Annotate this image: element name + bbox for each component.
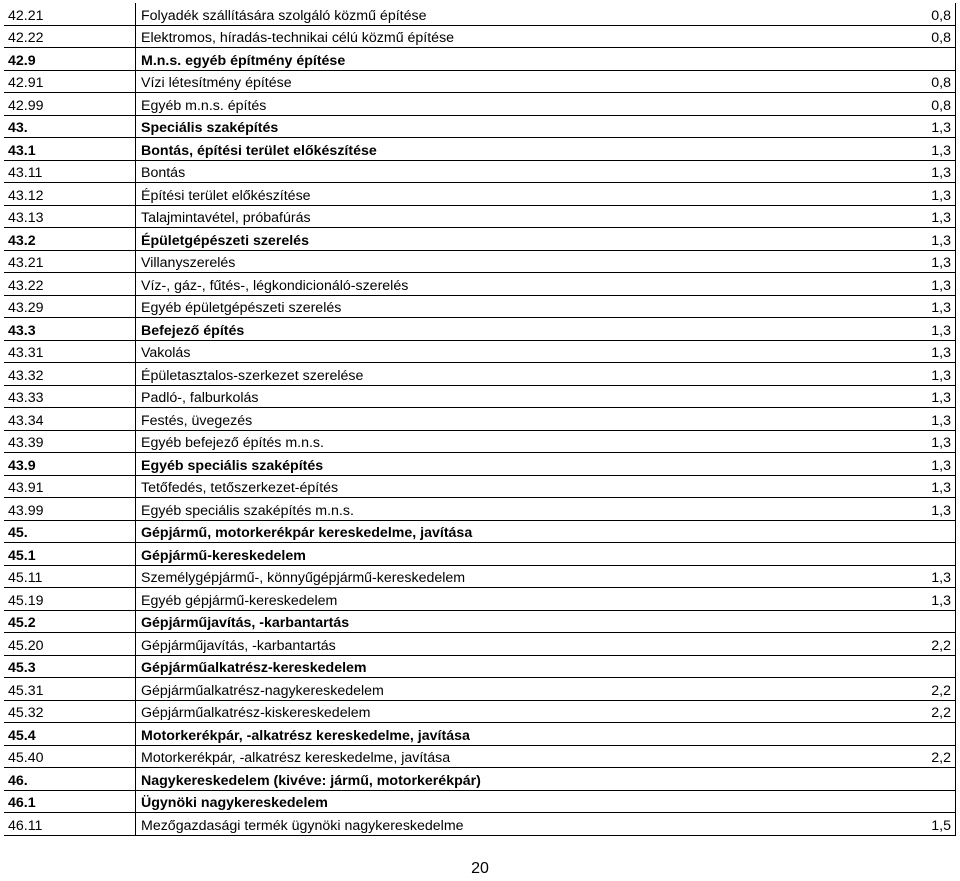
row-code: 43.32 <box>4 363 136 386</box>
row-code: 43.99 <box>4 498 136 521</box>
row-value: 0,8 <box>891 25 956 48</box>
row-value <box>891 543 956 566</box>
row-name: M.n.s. egyéb építmény építése <box>136 48 892 71</box>
table-row <box>4 700 956 723</box>
table-row <box>4 48 956 71</box>
table-row <box>4 273 956 296</box>
table-row <box>4 610 956 633</box>
table-row <box>4 205 956 228</box>
row-value: 1,5 <box>891 813 956 836</box>
row-code: 45.2 <box>4 610 136 633</box>
table-row <box>4 3 956 25</box>
row-value: 2,2 <box>891 678 956 701</box>
row-name: Egyéb speciális szaképítés <box>136 453 892 476</box>
table-row <box>4 70 956 93</box>
row-code: 43.9 <box>4 453 136 476</box>
row-code: 45.4 <box>4 723 136 746</box>
row-name: Vakolás <box>136 340 892 363</box>
row-value: 1,3 <box>891 183 956 206</box>
row-name: Talajmintavétel, próbafúrás <box>136 205 892 228</box>
row-value: 0,8 <box>891 3 956 25</box>
row-name: Bontás <box>136 160 892 183</box>
row-code: 45.1 <box>4 543 136 566</box>
row-value: 1,3 <box>891 318 956 341</box>
row-value: 1,3 <box>891 160 956 183</box>
table-row <box>4 250 956 273</box>
row-value: 1,3 <box>891 250 956 273</box>
row-code: 45.32 <box>4 700 136 723</box>
row-value: 2,2 <box>891 745 956 768</box>
row-name: Gépjárműalkatrész-nagykereskedelem <box>136 678 892 701</box>
row-value <box>891 48 956 71</box>
table-row <box>4 768 956 791</box>
row-name: Egyéb gépjármű-kereskedelem <box>136 588 892 611</box>
table-row <box>4 790 956 813</box>
row-name: Épületasztalos-szerkezet szerelése <box>136 363 892 386</box>
table-row <box>4 655 956 678</box>
table-row <box>4 183 956 206</box>
table-row <box>4 295 956 318</box>
row-code: 43.34 <box>4 408 136 431</box>
table-row <box>4 453 956 476</box>
row-code: 42.99 <box>4 93 136 116</box>
table-row <box>4 813 956 836</box>
row-code: 43.33 <box>4 385 136 408</box>
row-value <box>891 655 956 678</box>
table-row <box>4 385 956 408</box>
table-row <box>4 543 956 566</box>
row-value <box>891 610 956 633</box>
row-value: 1,3 <box>891 430 956 453</box>
row-name: Épületgépészeti szerelés <box>136 228 892 251</box>
row-code: 43.31 <box>4 340 136 363</box>
row-code: 43.3 <box>4 318 136 341</box>
row-name: Gépjárműalkatrész-kereskedelem <box>136 655 892 678</box>
row-code: 45. <box>4 520 136 543</box>
row-code: 42.21 <box>4 3 136 25</box>
row-code: 43.13 <box>4 205 136 228</box>
row-value: 1,3 <box>891 588 956 611</box>
table-row <box>4 520 956 543</box>
table-row <box>4 25 956 48</box>
table-row <box>4 138 956 161</box>
row-code: 45.11 <box>4 565 136 588</box>
row-value: 1,3 <box>891 565 956 588</box>
row-code: 45.31 <box>4 678 136 701</box>
row-code: 43.91 <box>4 475 136 498</box>
row-value: 1,3 <box>891 138 956 161</box>
row-value: 1,3 <box>891 363 956 386</box>
row-name: Nagykereskedelem (kivéve: jármű, motorkerékpár) <box>136 768 892 791</box>
row-code: 43.21 <box>4 250 136 273</box>
row-name: Építési terület előkészítése <box>136 183 892 206</box>
row-name: Speciális szaképítés <box>136 115 892 138</box>
row-code: 43.22 <box>4 273 136 296</box>
row-code: 46. <box>4 768 136 791</box>
table-row <box>4 678 956 701</box>
row-value: 0,8 <box>891 93 956 116</box>
row-name: Padló-, falburkolás <box>136 385 892 408</box>
row-value: 1,3 <box>891 115 956 138</box>
row-code: 42.9 <box>4 48 136 71</box>
row-name: Személygépjármű-, könnyűgépjármű-kereskedelem <box>136 565 892 588</box>
row-name: Motorkerékpár, -alkatrész kereskedelme, javítása <box>136 745 892 768</box>
row-code: 42.22 <box>4 25 136 48</box>
row-value: 1,3 <box>891 453 956 476</box>
row-name: Festés, üvegezés <box>136 408 892 431</box>
table-row <box>4 363 956 386</box>
row-value <box>891 520 956 543</box>
row-name: Motorkerékpár, -alkatrész kereskedelme, javítása <box>136 723 892 746</box>
table-body <box>4 3 956 835</box>
row-code: 43. <box>4 115 136 138</box>
row-value <box>891 790 956 813</box>
row-name: Villanyszerelés <box>136 250 892 273</box>
row-code: 43.39 <box>4 430 136 453</box>
row-code: 46.11 <box>4 813 136 836</box>
row-name: Egyéb befejező építés m.n.s. <box>136 430 892 453</box>
row-value: 1,3 <box>891 385 956 408</box>
row-name: Mezőgazdasági termék ügynöki nagykereskedelme <box>136 813 892 836</box>
row-code: 45.40 <box>4 745 136 768</box>
row-value: 1,3 <box>891 295 956 318</box>
table-row <box>4 565 956 588</box>
row-value: 1,3 <box>891 273 956 296</box>
row-name: Befejező építés <box>136 318 892 341</box>
table-row <box>4 408 956 431</box>
row-code: 42.91 <box>4 70 136 93</box>
table-row <box>4 318 956 341</box>
row-name: Gépjármű, motorkerékpár kereskedelme, javítása <box>136 520 892 543</box>
page-number: 20 <box>471 860 489 877</box>
row-name: Ügynöki nagykereskedelem <box>136 790 892 813</box>
row-code: 43.29 <box>4 295 136 318</box>
row-name: Egyéb m.n.s. építés <box>136 93 892 116</box>
row-value: 1,3 <box>891 498 956 521</box>
row-code: 45.3 <box>4 655 136 678</box>
row-value: 1,3 <box>891 205 956 228</box>
table-row <box>4 723 956 746</box>
table-row <box>4 340 956 363</box>
row-name: Gépjármű-kereskedelem <box>136 543 892 566</box>
row-name: Elektromos, híradás-technikai célú közmű építése <box>136 25 892 48</box>
table-row <box>4 93 956 116</box>
row-name: Gépjárműjavítás, -karbantartás <box>136 610 892 633</box>
row-code: 46.1 <box>4 790 136 813</box>
table-row <box>4 633 956 656</box>
row-value: 1,3 <box>891 408 956 431</box>
row-name: Egyéb épületgépészeti szerelés <box>136 295 892 318</box>
table-row <box>4 745 956 768</box>
row-code: 43.11 <box>4 160 136 183</box>
table-row <box>4 115 956 138</box>
row-name: Folyadék szállítására szolgáló közmű építése <box>136 3 892 25</box>
row-value: 1,3 <box>891 228 956 251</box>
row-name: Bontás, építési terület előkészítése <box>136 138 892 161</box>
table-row <box>4 430 956 453</box>
row-code: 45.19 <box>4 588 136 611</box>
row-value <box>891 768 956 791</box>
row-name: Tetőfedés, tetőszerkezet-építés <box>136 475 892 498</box>
row-code: 43.1 <box>4 138 136 161</box>
row-value: 1,3 <box>891 340 956 363</box>
row-value: 1,3 <box>891 475 956 498</box>
activity-code-table <box>4 3 956 836</box>
row-name: Egyéb speciális szaképítés m.n.s. <box>136 498 892 521</box>
table-row <box>4 160 956 183</box>
row-value <box>891 723 956 746</box>
row-name: Víz-, gáz-, fűtés-, légkondicionáló-szerelés <box>136 273 892 296</box>
table-row <box>4 475 956 498</box>
row-name: Gépjárműjavítás, -karbantartás <box>136 633 892 656</box>
row-value: 2,2 <box>891 633 956 656</box>
table-row <box>4 228 956 251</box>
table-row <box>4 498 956 521</box>
row-code: 45.20 <box>4 633 136 656</box>
row-name: Vízi létesítmény építése <box>136 70 892 93</box>
row-code: 43.12 <box>4 183 136 206</box>
table-row <box>4 588 956 611</box>
row-name: Gépjárműalkatrész-kiskereskedelem <box>136 700 892 723</box>
row-value: 0,8 <box>891 70 956 93</box>
row-code: 43.2 <box>4 228 136 251</box>
row-value: 2,2 <box>891 700 956 723</box>
